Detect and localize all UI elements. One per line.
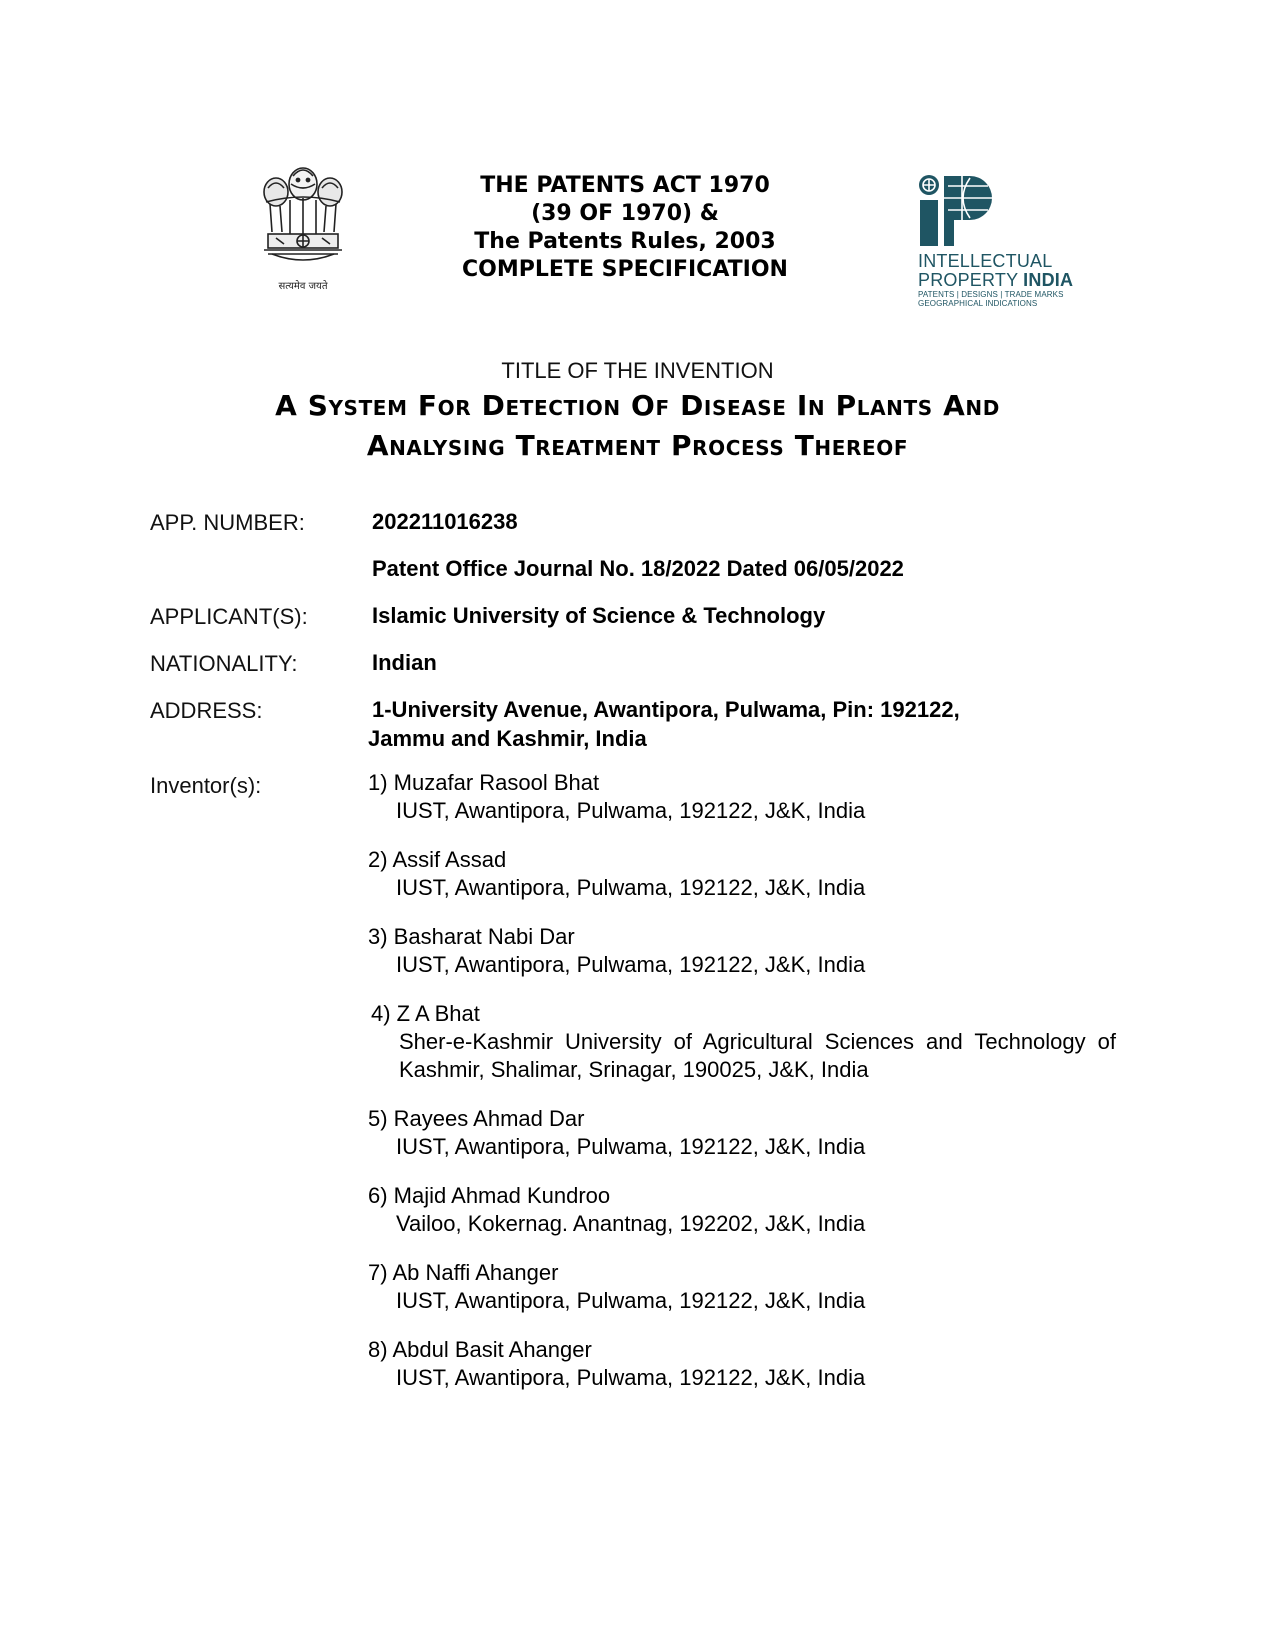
inventor-address: Vailoo, Kokernag. Anantnag, 192202, J&K, India [396, 1211, 866, 1236]
applicant-label: APPLICANT(S): [150, 604, 308, 629]
act-number-line: (39 OF 1970) & [531, 201, 719, 226]
lion-capital-icon [258, 162, 348, 276]
act-title-line: THE PATENTS ACT 1970 [480, 173, 770, 198]
inventor-address: IUST, Awantipora, Pulwama, 192122, J&K, India [396, 1288, 866, 1313]
ip-india-property: PROPERTY [918, 270, 1024, 290]
journal-line: Patent Office Journal No. 18/2022 Dated 06/05/2022 [372, 556, 904, 581]
inventor-item [368, 1182, 1113, 1238]
act-header [430, 172, 820, 284]
app-number-value: 202211016238 [372, 509, 518, 534]
ip-india-sub1: PATENTS | DESIGNS | TRADE MARKS [918, 290, 1064, 299]
address-label: ADDRESS: [150, 698, 263, 723]
inventor-name: 7) Ab Naffi Ahanger [368, 1260, 559, 1285]
nationality-label: NATIONALITY: [150, 651, 298, 676]
inventor-item [368, 769, 1113, 825]
inventor-name: 8) Abdul Basit Ahanger [368, 1337, 592, 1362]
inventor-name: 2) Assif Assad [368, 847, 507, 872]
app-number-label: APP. NUMBER: [150, 510, 305, 535]
inventor-address: Sher-e-Kashmir University of Agricultural Sciences and Technology of Kashmir, Shalimar, Srinagar, 190025, J&K, India [399, 1029, 1116, 1082]
national-emblem-icon [258, 162, 348, 294]
ip-india-wordmark [918, 252, 1073, 308]
specification-line: COMPLETE SPECIFICATION [462, 257, 788, 282]
inventor-address: IUST, Awantipora, Pulwama, 192122, J&K, India [396, 798, 866, 823]
inventor-item [368, 846, 1113, 902]
applicant-value: Islamic University of Science & Technology [372, 603, 826, 628]
ip-india-line2 [918, 271, 1073, 290]
inventor-name: 1) Muzafar Rasool Bhat [368, 770, 600, 795]
address-value [368, 695, 960, 753]
inventor-name: 3) Basharat Nabi Dar [368, 924, 575, 949]
ip-india-emblem-icon [918, 174, 1008, 248]
inventors-label: Inventor(s): [150, 773, 262, 798]
ip-india-india: INDIA [1023, 270, 1074, 290]
ip-india-logo [918, 174, 1088, 314]
inventor-name: 6) Majid Ahmad Kundroo [368, 1183, 611, 1208]
inventor-name: 5) Rayees Ahmad Dar [368, 1106, 585, 1131]
inventor-address: IUST, Awantipora, Pulwama, 192122, J&K, India [396, 1365, 866, 1390]
inventor-address: IUST, Awantipora, Pulwama, 192122, J&K, India [396, 1134, 866, 1159]
invention-title-line2: Analysing Treatment Process Thereof [366, 429, 909, 462]
inventor-item [368, 1259, 1113, 1315]
ip-india-sub2: GEOGRAPHICAL INDICATIONS [918, 299, 1038, 308]
emblem-motto: सत्यमेव जयते [278, 281, 328, 292]
inventor-item [371, 1000, 1116, 1084]
ip-india-line1: INTELLECTUAL [918, 251, 1053, 271]
inventor-address: IUST, Awantipora, Pulwama, 192122, J&K, India [396, 952, 866, 977]
address-line1: 1-University Avenue, Awantipora, Pulwama, Pin: 192122, [372, 697, 960, 722]
invention-title [150, 386, 1125, 466]
nationality-value: Indian [372, 650, 437, 675]
inventor-item [368, 1336, 1113, 1392]
inventor-item [368, 1105, 1113, 1161]
rules-line: The Patents Rules, 2003 [474, 229, 776, 254]
title-label: TITLE OF THE INVENTION [501, 358, 774, 383]
inventor-address: IUST, Awantipora, Pulwama, 192122, J&K, India [396, 875, 866, 900]
inventor-item [368, 923, 1113, 979]
invention-title-line1: A System For Detection Of Disease In Plants And [275, 389, 1000, 422]
address-line2: Jammu and Kashmir, India [368, 726, 647, 751]
inventor-name: 4) Z A Bhat [371, 1001, 480, 1026]
